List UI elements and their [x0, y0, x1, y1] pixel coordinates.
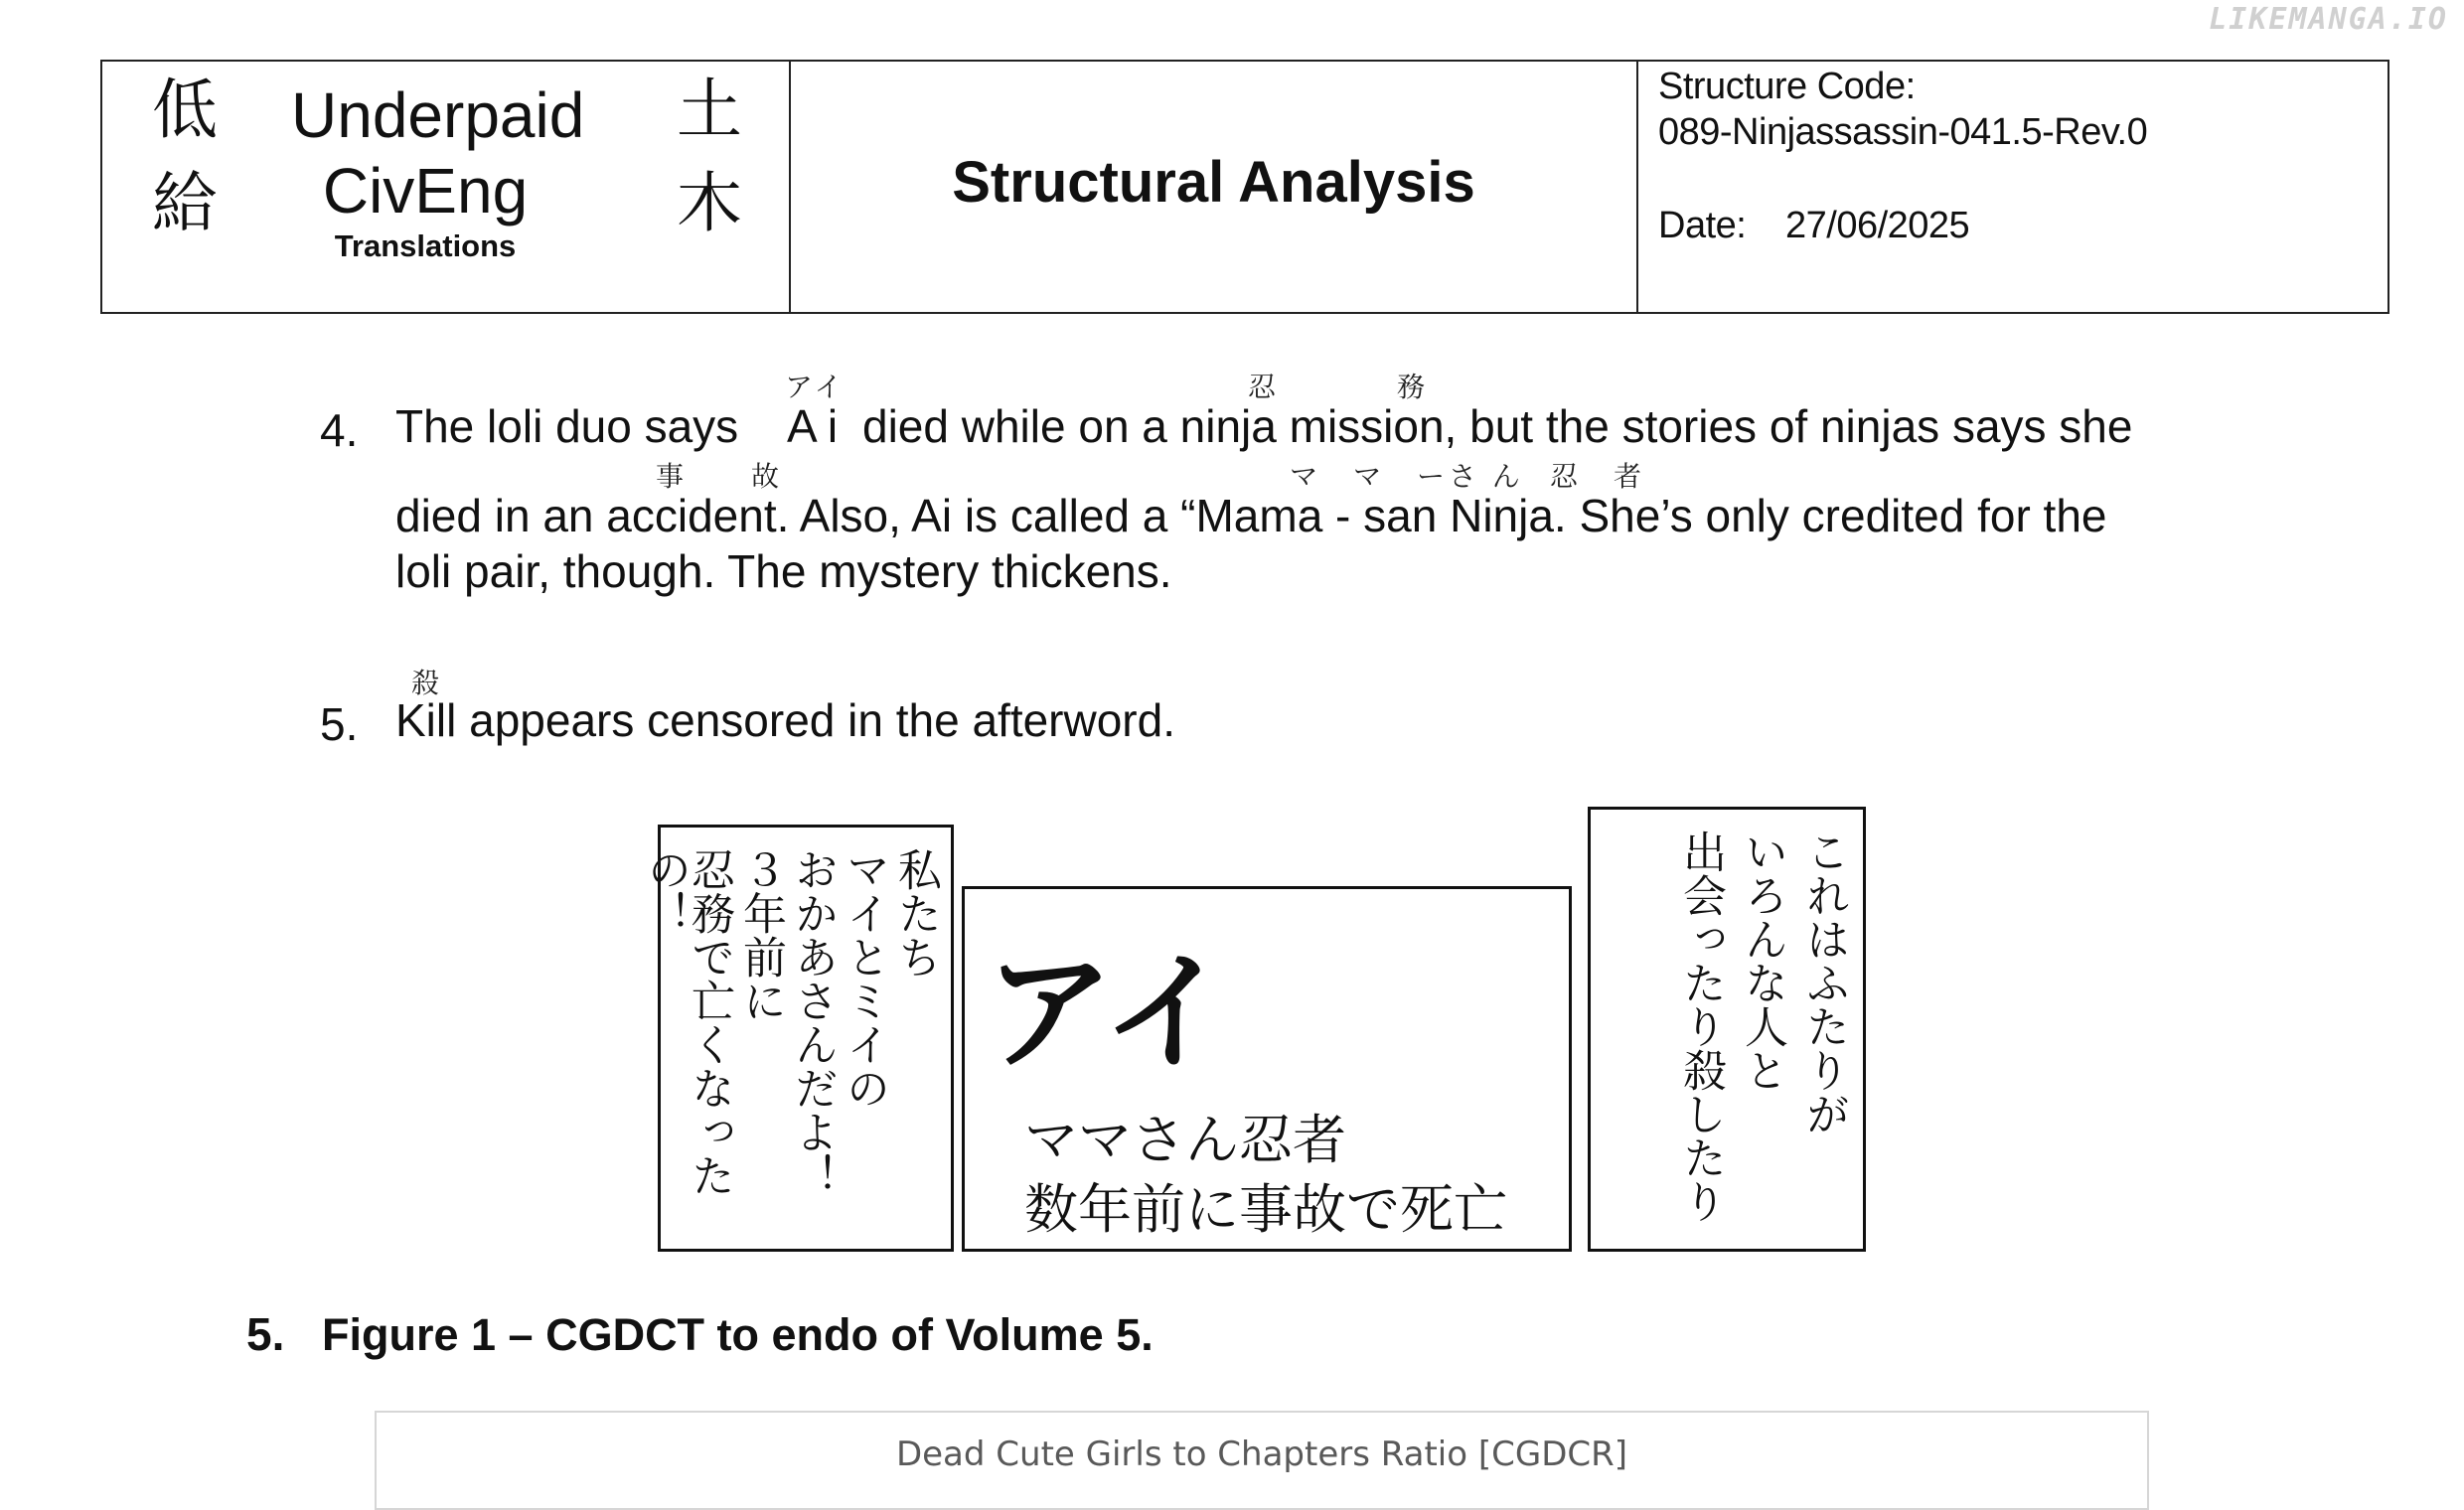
panel-left-text-5: 忍務で亡くなったの！ [640, 847, 734, 1197]
chart-title: Dead Cute Girls to Chapters Ratio [CGDCR] [895, 1434, 1628, 1474]
ruby-ninmu-2: 務 [1397, 372, 1430, 402]
kanji-top-right: 土 [677, 72, 742, 148]
item-4-line-1a: The loli duo says [395, 400, 739, 452]
ruby-kill: 殺 [411, 668, 444, 698]
brand-line-3: Translations [334, 228, 517, 263]
figure-caption: Figure 1 – CGDCT to endo of Volume 5. [322, 1309, 1154, 1360]
date-value: 27/06/2025 [1785, 205, 1970, 246]
panel-left-text-4: ３年前に [735, 847, 786, 1022]
panel-left-text-3: おかあさんだよ！ [787, 847, 838, 1197]
structure-code-label: Structure Code: [1658, 66, 1916, 107]
panel-right-text-2: いろんな人と [1737, 830, 1787, 1092]
ruby-jiko-1: 事 [656, 461, 689, 492]
item-4-number: 4. [320, 404, 359, 456]
figure-section-number: 5. [246, 1308, 285, 1360]
item-4-line-2: died in an accident. Also, Ai is called a “Mama - san Ninja. She’s only credited for the [395, 490, 2107, 541]
kanji-top-left: 低 [152, 72, 218, 148]
manga-panel-center [962, 886, 1572, 1252]
brand-cell [102, 62, 791, 312]
ruby-mamasan: マ マ ーさ ん [1290, 461, 1524, 492]
ruby-jiko-2: 故 [751, 461, 784, 492]
kanji-bottom-left: 給 [152, 165, 218, 241]
item-4-line-1b: A i [787, 400, 839, 452]
watermark: LIKEMANGA.IO [2209, 2, 2448, 37]
brand-line-2: CivEng [322, 155, 529, 226]
date-label: Date: [1658, 205, 1747, 246]
ruby-ai: アイ [785, 372, 847, 402]
manga-panel-right [1588, 807, 1866, 1252]
panel-left-text-2: マイとミイの [839, 847, 889, 1110]
item-4-line-1c: died while on a ninja mission, but the stories of ninjas says she [862, 400, 2133, 452]
chart-frame [375, 1411, 2149, 1510]
panel-center-line-1: ママさん忍者 [1024, 1109, 1346, 1171]
panel-center-line-2: 数年前に事故で死亡 [1024, 1178, 1507, 1241]
ruby-ninmu-1: 忍 [1248, 372, 1281, 402]
item-5-text: Kill appears censored in the afterword. [395, 694, 1175, 746]
structure-code-value: 089-Ninjassassin-041.5-Rev.0 [1658, 111, 2148, 153]
panel-center-big-name: アイ [985, 937, 1232, 1088]
panel-right-text-3: 出会ったり殺したり [1675, 830, 1726, 1223]
meta-cell [1638, 62, 2387, 312]
item-4-line-3: loli pair, though. The mystery thickens. [395, 545, 1172, 597]
document-title: Structural Analysis [952, 150, 1475, 215]
title-cell [791, 62, 1638, 312]
panel-left-text-1: 私たち [890, 847, 941, 979]
brand-line-1: Underpaid [291, 79, 585, 151]
panel-right-text-1: これはふたりが [1798, 830, 1849, 1135]
kanji-bottom-right: 木 [677, 165, 742, 241]
item-5-number: 5. [320, 698, 359, 750]
manga-panel-left [640, 825, 954, 1252]
document-header-table [100, 60, 2389, 314]
ruby-ninja: 忍 者 [1550, 461, 1646, 492]
